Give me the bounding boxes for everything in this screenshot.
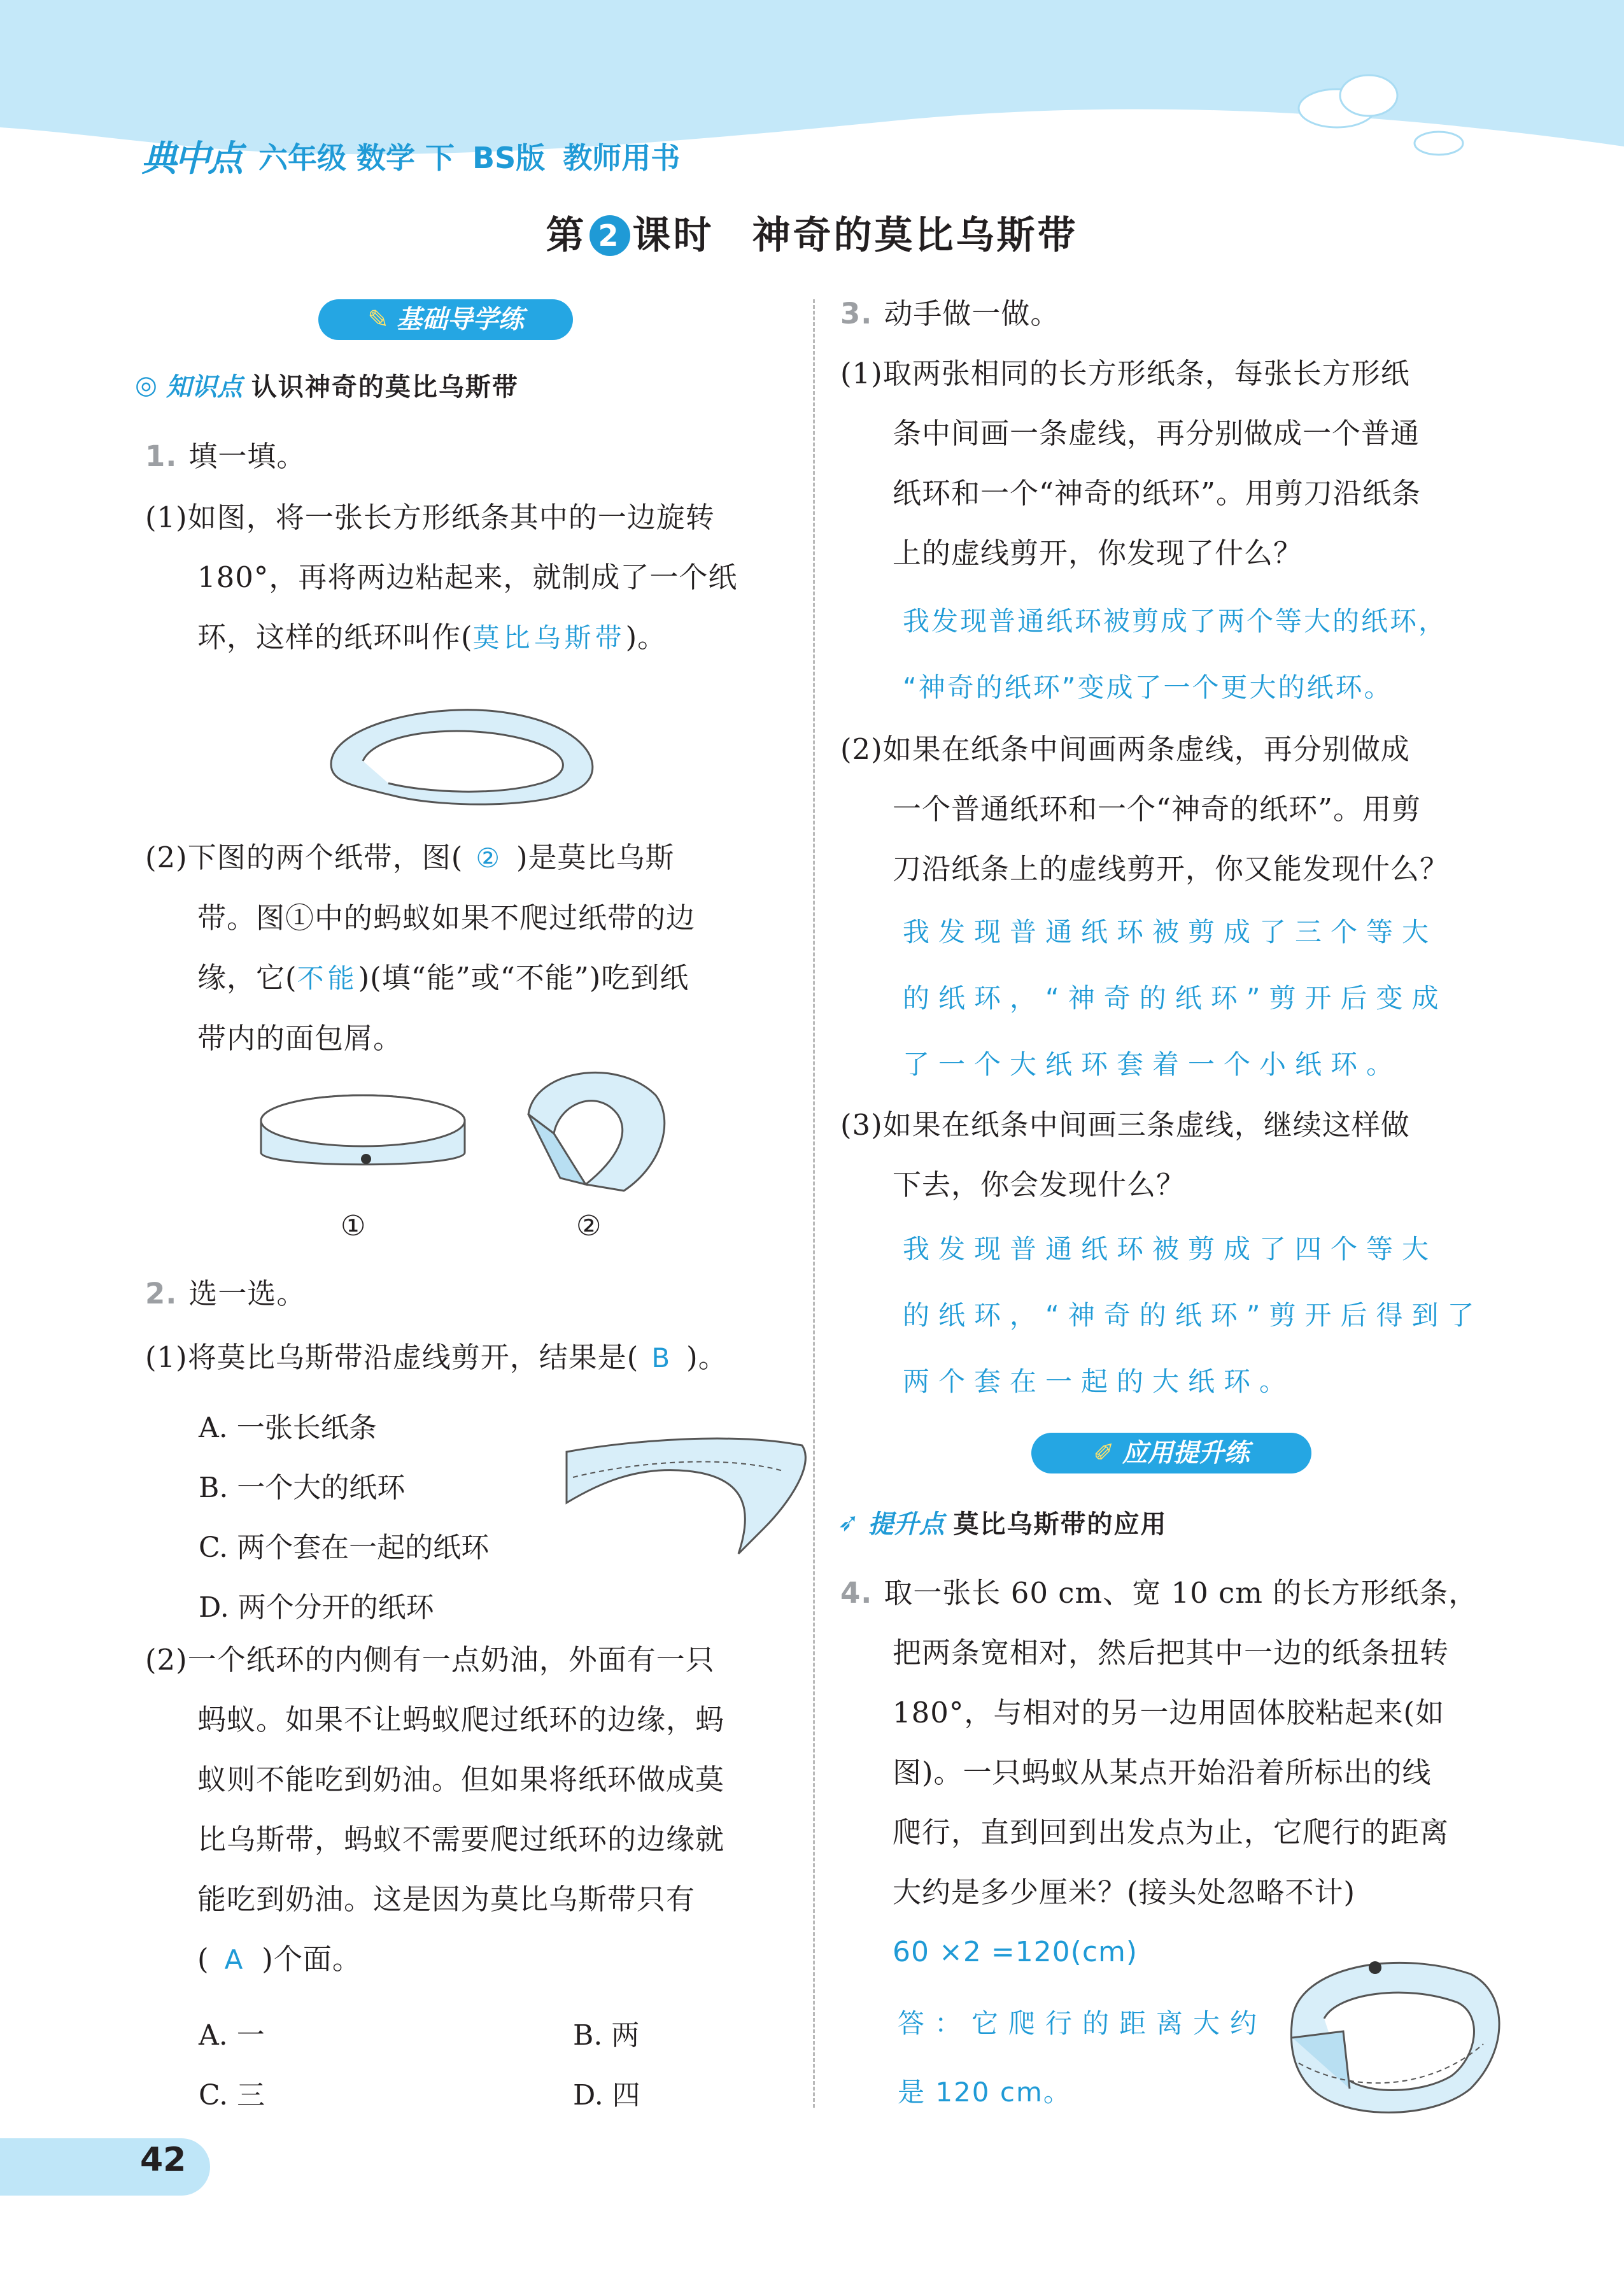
- target-icon: ◎: [135, 370, 157, 400]
- knowledge-point-topic: 认识神奇的莫比乌斯带: [251, 373, 519, 402]
- logo: 典中点: [141, 138, 241, 180]
- option-b: B. 两: [573, 2019, 640, 2052]
- question-2-part-2: (2)一个纸环的内侧有一点奶油，外面有一只 蚂蚁。如果不让蚂蚁爬过纸环的边缘，蚂 蚁则不能吃到奶油。但如果将纸环做成莫 比乌斯带，蚂蚁不需要爬过纸环的边缘就 能吃到奶油。这是因为莫比乌斯带只有 ( A )个面。: [145, 1643, 725, 1976]
- option-b: B. 一个大的纸环: [199, 1472, 406, 1504]
- section-banner-basic: ✎ 基础导学练: [318, 299, 573, 340]
- answer-mobius-strip: 莫比乌斯带: [472, 622, 626, 653]
- header-line: [141, 131, 680, 181]
- header-grade: 六年级 数学 下: [258, 141, 455, 175]
- knowledge-point-tag: 知识点: [166, 373, 243, 402]
- improvement-point-topic: 莫比乌斯带的应用: [953, 1510, 1168, 1539]
- option-c: C. 三: [199, 2079, 265, 2112]
- question-3-part-2: (2)如果在纸条中间画两条虚线，再分别做成 一个普通纸环和一个“神奇的纸环”。用剪 刀沿纸条上的虚线剪开，你又能发现什么？: [840, 732, 1450, 886]
- question-3-part-3: (3)如果在纸条中间画三条虚线，继续这样做 下去，你会发现什么？: [840, 1108, 1410, 1202]
- compass-icon: ✎: [367, 305, 389, 334]
- question-4-calculation: 60 ×2 =120(cm): [893, 1936, 1138, 1968]
- question-2-part-1-options: [199, 1398, 489, 1638]
- mobius-cut-figure: [560, 1426, 815, 1560]
- answer-A: A: [224, 1944, 247, 1975]
- page-title: [0, 205, 1624, 260]
- ant-icon: [361, 1154, 371, 1164]
- knowledge-point-row: [135, 367, 519, 403]
- question-4-answer: 答：它爬行的距离大约 是 120 cm。: [898, 2008, 1267, 2108]
- title-suffix: 课时: [632, 213, 714, 258]
- rocket-icon: ➶: [838, 1507, 859, 1537]
- plain-ring-figure: [255, 1083, 471, 1210]
- page-number: 42: [140, 2141, 187, 2179]
- question-3-answer-2: 我发现普通纸环被剪成了三个等大 的纸环，“神奇的纸环”剪开后变成 了一个大纸环套着一个小纸环。: [903, 916, 1448, 1080]
- option-a: A. 一: [199, 2019, 265, 2052]
- header-book: 教师用书: [563, 141, 681, 175]
- improvement-point-row: [838, 1504, 1168, 1540]
- question-4: 4. 取一张长 60 cm、宽 10 cm 的长方形纸条， 把两条宽相对，然后把其中一边的纸条扭转 180°，与相对的另一边用固体胶粘起来(如 图)。一只蚂蚁从某点开始沿着所标出的线 爬行，直到回到出发点为止，它爬行的距离 大约是多少厘米？(接头处忽略不计): [840, 1576, 1478, 1909]
- question-1-title: 1. 填一填。: [145, 439, 306, 473]
- option-d: D. 两个分开的纸环: [199, 1591, 434, 1624]
- title-prefix: 第: [546, 213, 587, 258]
- ant-mobius-figure: [1280, 1942, 1515, 2133]
- mobius-band-figure: [509, 1057, 675, 1210]
- header-edition: BS版: [472, 141, 546, 175]
- answer-cannot: 不能: [297, 963, 358, 994]
- title-number: 2: [590, 215, 630, 256]
- mobius-strip-figure: [318, 688, 611, 815]
- question-3-part-1: (1)取两张相同的长方形纸条，每张长方形纸 条中间画一条虚线，再分别做成一个普通 纸环和一个“神奇的纸环”。用剪刀沿纸条 上的虚线剪开，你发现了什么？: [840, 357, 1422, 570]
- answer-B: B: [651, 1342, 674, 1374]
- column-divider: [813, 299, 815, 2108]
- question-3-answer-3: 我发现普通纸环被剪成了四个等大 的纸环，“神奇的纸环”剪开后得到了 两个套在一起的大纸环。: [903, 1233, 1483, 1397]
- figure-label-2: ②: [576, 1210, 602, 1242]
- figure-label-1: ①: [341, 1210, 366, 1242]
- option-c: C. 两个套在一起的纸环: [199, 1531, 490, 1564]
- question-2-title: 2. 选一选。: [145, 1277, 306, 1310]
- title-name: 神奇的莫比乌斯带: [752, 213, 1078, 258]
- question-2-part-2-options: [199, 2006, 708, 2126]
- option-a: A. 一张长纸条: [199, 1412, 377, 1444]
- answer-figure-2: ②: [476, 842, 504, 874]
- ruler-icon: ✐: [1093, 1438, 1115, 1468]
- question-3-title: 3. 动手做一做。: [840, 297, 1060, 330]
- option-d: D. 四: [573, 2079, 640, 2112]
- section-banner-advanced: ✐ 应用提升练: [1031, 1433, 1311, 1473]
- ant-icon: [1369, 1961, 1381, 1974]
- improvement-point-tag: 提升点: [868, 1510, 945, 1539]
- question-1-part-1: (1)如图，将一张长方形纸条其中的一边旋转 180°，再将两边粘起来，就制成了一个纸 环，这样的纸环叫作(莫比乌斯带)。: [145, 501, 738, 654]
- question-1-part-2: (2)下图的两个纸带，图( ② )是莫比乌斯 带。图①中的蚂蚁如果不爬过纸带的边 缘，它(不能)(填“能”或“不能”)吃到纸 带内的面包屑。: [145, 841, 696, 1055]
- question-3-answer-1: 我发现普通纸环被剪成了两个等大的纸环， “神奇的纸环”变成了一个更大的纸环。: [903, 606, 1448, 703]
- question-2-part-1: (1)将莫比乌斯带沿虚线剪开，结果是( B )。: [145, 1340, 728, 1374]
